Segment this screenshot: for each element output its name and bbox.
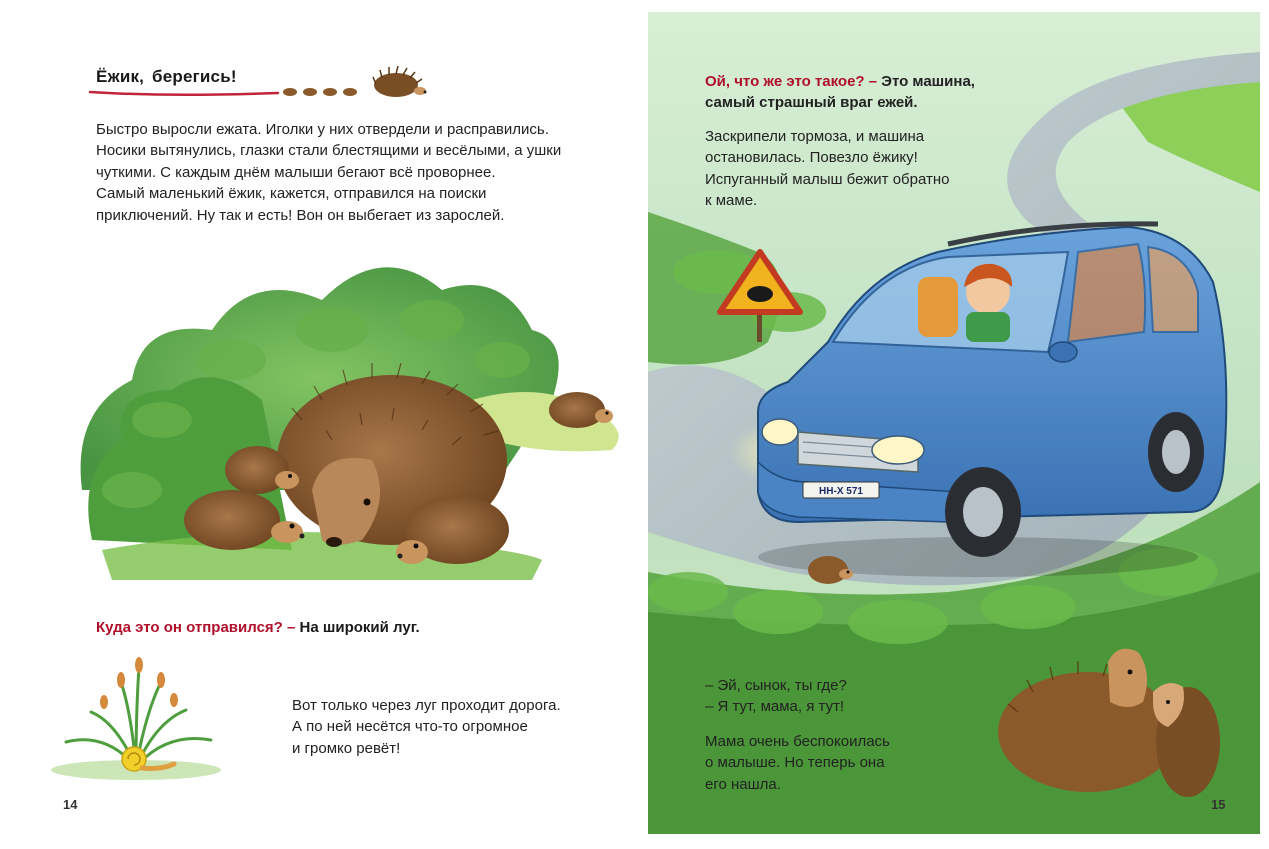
paragraph-line: Заскрипели тормоза, и машина xyxy=(705,128,925,145)
hedgehog-family-illustration xyxy=(72,240,632,590)
baby-hedgehog xyxy=(184,490,305,550)
paragraph-line: А по ней несётся что-то огромное xyxy=(292,718,528,736)
paragraph-line: приключений. Ну так и есть! Вон он выбегает из зарослей. xyxy=(96,206,505,224)
story-paragraph xyxy=(705,126,950,212)
answer-text-line2: самый страшный враг ежей. xyxy=(705,94,918,112)
snail-icon xyxy=(122,747,174,771)
small-hedgehog-far xyxy=(549,392,613,428)
flower-snail-illustration xyxy=(46,652,226,784)
license-plate: HH-X 571 xyxy=(819,486,863,497)
page-title: Ёжик, берегись! xyxy=(96,67,237,86)
dialog xyxy=(705,675,847,718)
question-text: Куда это он отправился? – xyxy=(96,619,296,636)
paragraph-line: Мама очень беспокоилась xyxy=(705,733,890,750)
closing-paragraph xyxy=(705,731,890,795)
paragraph-line: чуткими. С каждым днём малыши бегают всё проворнее. xyxy=(96,163,496,181)
bottom-paragraph xyxy=(292,695,612,759)
answer-text: Это машина, xyxy=(877,73,975,90)
story-paragraph xyxy=(96,119,596,226)
dialog-line: – Я тут, мама, я тут! xyxy=(705,698,845,716)
paragraph-line: Самый маленький ёжик, кажется, отправился на поиски xyxy=(96,185,487,203)
question-line xyxy=(705,71,975,114)
paragraph-line: Носики вытянулись, глазки стали блестящими и весёлыми, а ушки xyxy=(96,142,562,160)
paragraph-line: остановилась. Повезло ёжику! xyxy=(705,149,918,167)
paragraph-line: Быстро выросли ежата. Иголки у них отвердели и расправились. xyxy=(96,121,549,138)
wheel xyxy=(945,467,1021,557)
paragraph-line: к маме. xyxy=(705,192,758,210)
right-page xyxy=(648,12,1260,834)
driver xyxy=(964,264,1012,342)
dialog-line: – Эй, сынок, ты где? xyxy=(705,677,847,694)
answer-text: На широкий луг. xyxy=(295,619,420,636)
paragraph-line: и громко ревёт! xyxy=(292,739,401,757)
small-hedgehog-icon xyxy=(283,88,357,96)
wheel xyxy=(1148,412,1204,492)
page-number: 14 xyxy=(63,797,78,812)
paragraph-line: о малыше. Но теперь она xyxy=(705,754,885,772)
question-text: Ой, что же это такое? – xyxy=(705,73,878,90)
hedgehog-icon xyxy=(373,66,427,97)
paragraph-line: Вот только через луг проходит дорога. xyxy=(292,697,561,714)
paragraph-line: его нашла. xyxy=(705,775,781,793)
paragraph-line: Испуганный малыш бежит обратно xyxy=(705,170,950,188)
question-line xyxy=(96,619,420,636)
page-number: 15 xyxy=(1211,797,1226,812)
